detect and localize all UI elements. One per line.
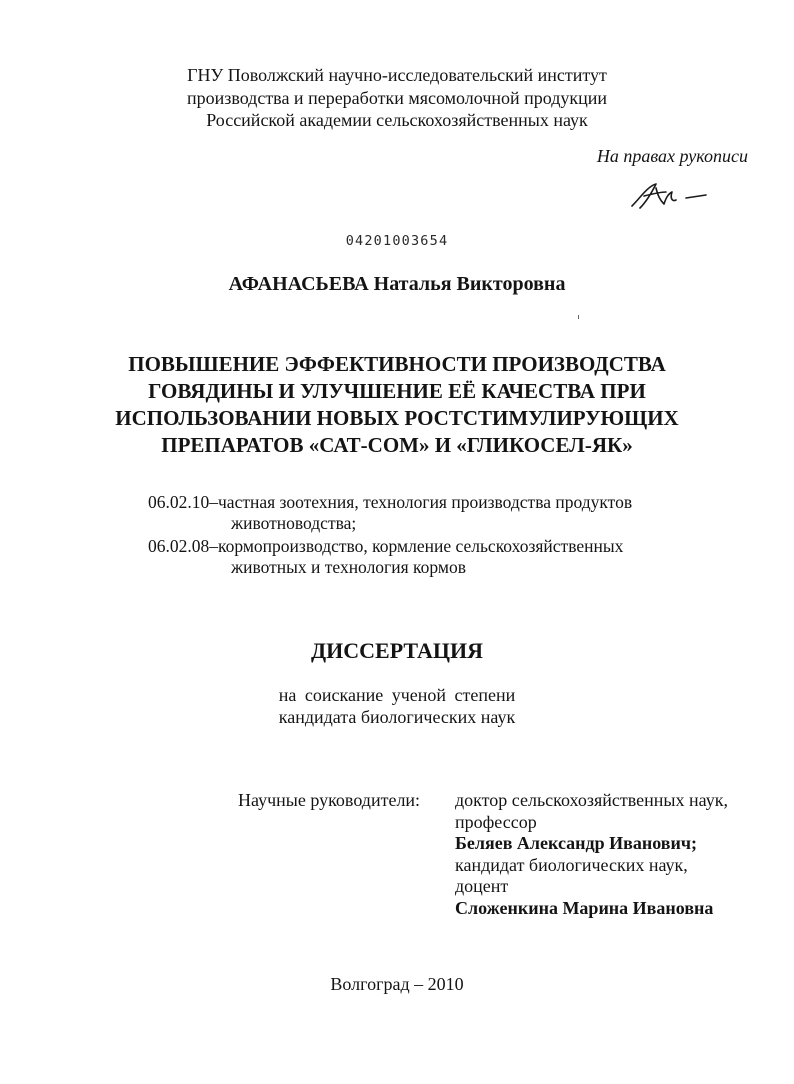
supervisor-2-degree: кандидат биологических наук, bbox=[455, 854, 688, 875]
specialty-description-cont: животных и технология кормов bbox=[231, 557, 466, 577]
city-year: Волгоград – 2010 bbox=[330, 974, 464, 994]
supervisors-list bbox=[455, 790, 728, 919]
handwritten-signature bbox=[626, 178, 722, 214]
title-line-3: ИСПОЛЬЗОВАНИИ НОВЫХ РОСТСТИМУЛИРУЮЩИХ bbox=[115, 406, 679, 430]
supervisor-2-name: Сложенкина Марина Ивановна bbox=[455, 897, 714, 918]
supervisor-2-rank: доцент bbox=[455, 876, 509, 896]
title-line-1: ПОВЫШЕНИЕ ЭФФЕКТИВНОСТИ ПРОИЗВОДСТВА bbox=[128, 352, 666, 376]
specialty-description: частная зоотехния, технология производства продуктов bbox=[218, 492, 633, 512]
specialty-item: 06.02.08–кормопроизводство, кормление сельскохозяйственных животных и технология кормов bbox=[148, 536, 624, 577]
scan-speck bbox=[578, 315, 579, 319]
manuscript-rights-note: На правах рукописи bbox=[596, 146, 748, 166]
inventory-code: 04201003654 bbox=[345, 233, 449, 249]
degree-block bbox=[0, 684, 794, 728]
author-name: АФАНАСЬЕВА Наталья Викторовна bbox=[228, 273, 566, 295]
specialty-code: 06.02.10 bbox=[148, 492, 210, 512]
institution-line-1: ГНУ Поволжский научно-исследовательский институт bbox=[187, 65, 607, 85]
institution-line-2: производства и переработки мясомолочной продукции bbox=[186, 87, 608, 108]
supervisor-1-rank: профессор bbox=[455, 811, 537, 832]
supervisor-1-degree: доктор сельскохозяйственных наук, bbox=[455, 790, 728, 810]
dissertation-title bbox=[0, 351, 794, 459]
specialty-description-cont: животноводства; bbox=[231, 513, 357, 533]
title-line-4: ПРЕПАРАТОВ «САТ-СОМ» И «ГЛИКОСЕЛ-ЯК» bbox=[161, 433, 633, 457]
degree-line-2: кандидата биологических наук bbox=[278, 707, 516, 727]
degree-line-1: на соискание ученой степени bbox=[278, 685, 516, 705]
specialty-description: кормопроизводство, кормление сельскохозяйственных bbox=[218, 536, 624, 556]
document-type-heading: ДИССЕРТАЦИЯ bbox=[311, 638, 483, 663]
specialty-item: 06.02.10–частная зоотехния, технология производства продуктов животноводства; bbox=[148, 492, 633, 533]
supervisors-label: Научные руководители: bbox=[238, 790, 421, 810]
supervisor-1-name: Беляев Александр Иванович; bbox=[455, 833, 698, 853]
specialty-code: 06.02.08 bbox=[148, 536, 210, 556]
title-line-2: ГОВЯДИНЫ И УЛУЧШЕНИЕ ЕЁ КАЧЕСТВА ПРИ bbox=[148, 379, 646, 403]
institution-block bbox=[0, 64, 794, 132]
institution-line-3: Российской академии сельскохозяйственных наук bbox=[206, 110, 588, 130]
